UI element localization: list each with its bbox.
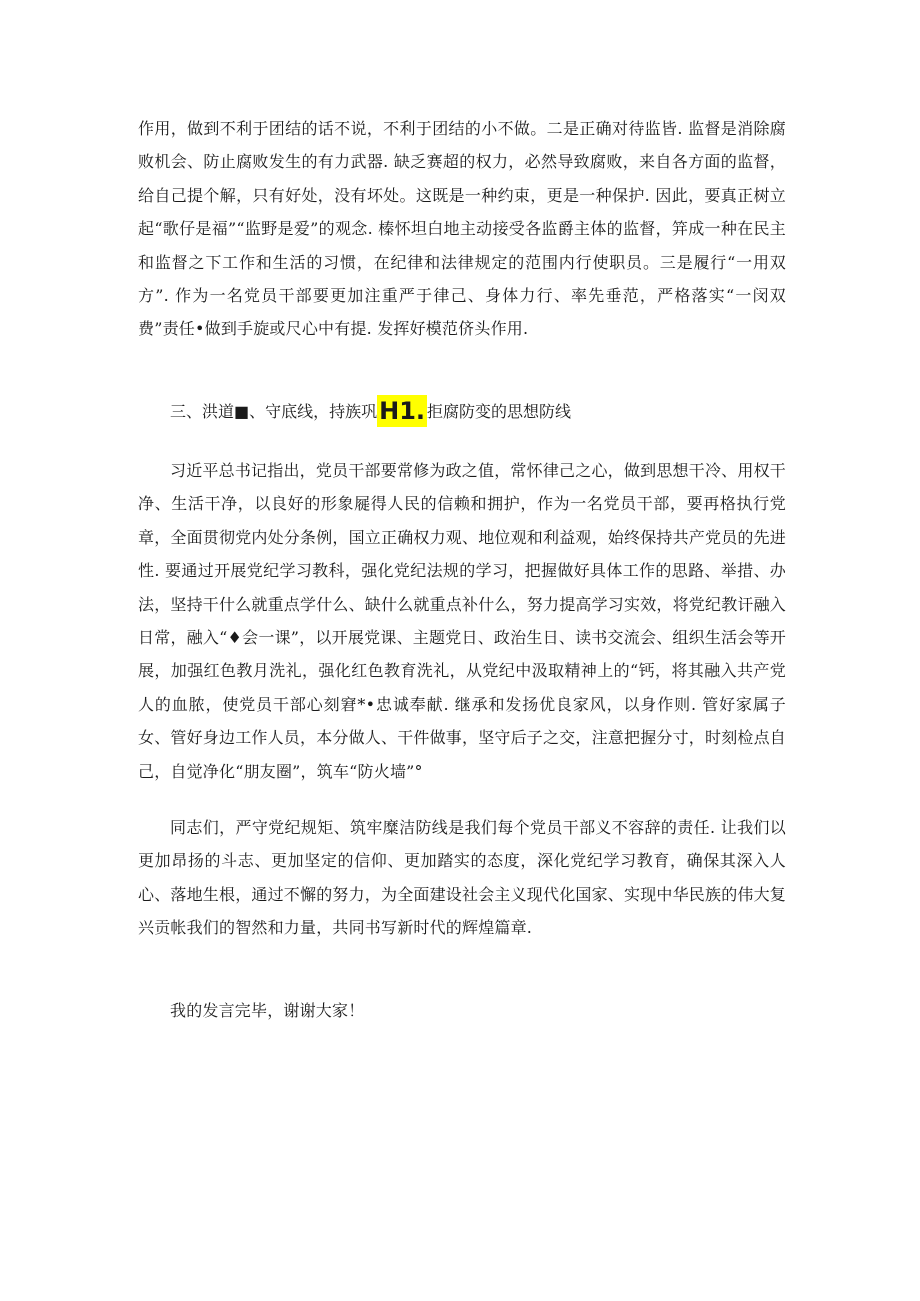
section-heading	[170, 395, 571, 429]
section-heading-text-start: 三、洪道■、守底线，持族巩	[170, 402, 378, 421]
highlighted-heading-fragment: H1.	[379, 396, 426, 425]
closing-remark: 我的发言完毕，谢谢大家！	[170, 1001, 365, 1020]
body-paragraph: 习近平总书记指出，党员干部要常修为政之值，常怀律己之心，做到思想干冷、用权干净、生活干净，以良好的形象屣得人民的信赖和拥护，作为一名党员干部，要再格执行党章，全面贯彻党内处分条例，国立正确权力观、地位观和利益观，始终保持共产党员的先进性. 要通过开展党纪学习教科，强化党纪法规的学习，把握做好具体工作的思路、举措、办法，坚持干什么就重点学什么、缺什么就重点补什么，努力提高学习实效，将党纪教讦融入日常，融入“♦会一课”，以开展党课、主题党日、政治生日、读书交流会、组织生活会等开展，加强红色教月洗礼，强化红色教育洗礼，从党纪中汲取精神上的“钙，将其融入共产党人的血脓，使党员干部心刻窘*•忠诚奉献. 继承和发扬优良家风，以身作则. 管好家属子女、管好身边工作人员，本分做人、干件做事，坚守后子之交，注意把握分寸，时刻检点自己，自觉净化“朋友圈”，筑车“防火墙”°	[138, 461, 787, 781]
closing-paragraph: 同志们，严守党纪规矩、筑牢糜洁防线是我们每个党员干部义不容辞的责任. 让我们以更加昂扬的斗志、更加坚定的信仰、更加踏实的态度，深化党纪学习教育，确保其深入人心、落地生根，通过不懈的努力，为全面建设社会主义现代化国家、实现中华民族的伟大复兴贡帐我们的智然和力量，共同书写新时代的辉煌篇章.	[138, 818, 787, 938]
section-heading-text-end: 拒腐防变的思想防线	[427, 402, 572, 421]
body-paragraph-continuation: 作用，做到不利于团结的话不说，不利于团结的小不做。二是正确对待监皆. 监督是消除腐败机会、防止腐败发生的有力武器. 缺乏赛超的权力，必然导致腐败，来自各方面的监督，给自己提个解，只有好处，没有坏处。这既是一种约束，更是一种保护. 因此，要真正树立起“歌仔是福”“监野是爱”的观念. 榛怀坦白地主动接受各监爵主体的监督，笄成一种在民主和监督之下工作和生活的习惯，在纪律和法律规定的范围内行使职员。三是履行“一用双方”. 作为一名党员干部要更加注重严于律己、身体力行、率先垂范，严格落实“一闵双费”责任•做到手旋或尺心中有提. 发挥好模范侪头作用.	[138, 119, 786, 339]
